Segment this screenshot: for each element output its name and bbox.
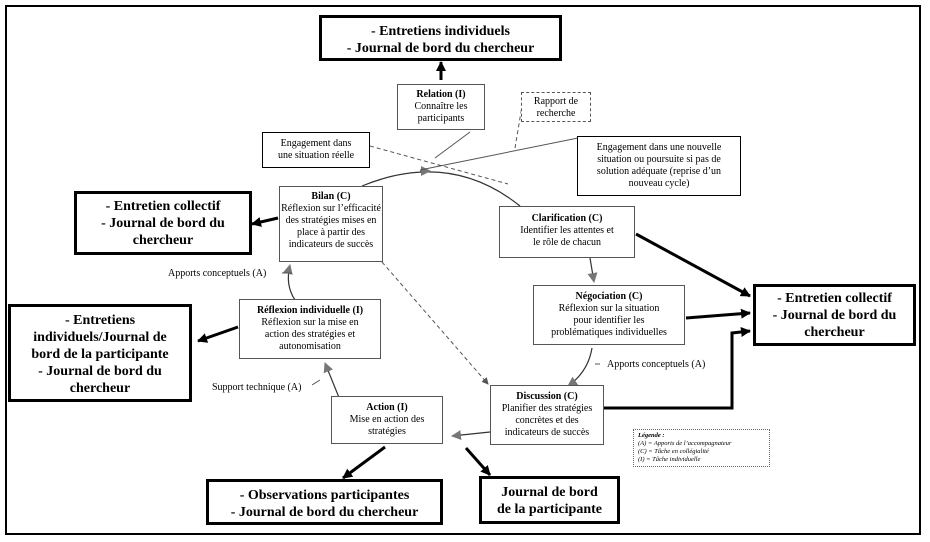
label-apports-left: Apports conceptuels (A): [168, 268, 267, 279]
arrow-support: [312, 380, 320, 385]
step-bilan-body-3: place à partir des: [296, 227, 366, 238]
line-engagement-nouvelle: [420, 138, 578, 170]
legend: [633, 429, 770, 467]
output-left-upper: [74, 191, 252, 255]
note-nouvelle-line-1: Engagement dans une nouvelle: [596, 142, 722, 153]
step-reflexion-body-1: Réflexion sur la mise en: [261, 317, 359, 328]
output-left-lower-line-4: - Journal de bord du: [38, 364, 162, 379]
step-bilan-body-2: des stratégies mises en: [285, 215, 377, 226]
legend-item-i: (I) = Tâche individuelle: [638, 456, 701, 463]
note-nouvelle: [577, 136, 741, 196]
step-negociation-body-2: pour identifier les: [573, 315, 645, 326]
step-reflexion-body-3: autonomisation: [279, 341, 341, 352]
output-top-line-2: - Journal de bord du chercheur: [346, 41, 535, 56]
note-nouvelle-line-3: solution adéquate (reprise d’un: [596, 166, 722, 177]
cycle-arc-bilan-clarification: [362, 172, 520, 206]
line-relation-to-cycle: [435, 132, 470, 158]
step-negociation-body-3: problématiques individuelles: [551, 327, 667, 338]
note-nouvelle-line-2: situation ou poursuite si pas de: [597, 154, 721, 165]
step-bilan-body-4: indicateurs de succès: [288, 239, 374, 250]
step-relation-body-2: participants: [417, 113, 465, 124]
output-bottom-left-line-2: - Journal de bord du chercheur: [230, 505, 419, 520]
step-bilan-body-1: Réflexion sur l’efficacité: [281, 203, 381, 214]
step-relation-body-1: Connaître les: [414, 101, 468, 112]
arrow-to-bottom-left-output: [343, 447, 385, 478]
step-discussion: [490, 385, 604, 445]
step-action-body-2: stratégies: [368, 426, 406, 437]
cycle-arc-discussion-action: [452, 432, 490, 436]
step-negociation-body-1: Réflexion sur la situation: [558, 303, 660, 314]
step-action: [331, 396, 443, 444]
step-action-body-1: Mise en action des: [349, 414, 425, 425]
label-apports-right: Apports conceptuels (A): [607, 359, 706, 370]
step-reflexion: [239, 299, 381, 359]
output-right-line-3: chercheur: [804, 325, 865, 340]
step-relation-title: Relation (I): [416, 89, 466, 100]
note-rapport-line-1: Rapport de: [533, 96, 579, 107]
note-engagement-line-1: Engagement dans: [280, 138, 352, 149]
dashed-bilan-discussion: [382, 262, 488, 384]
dashed-engagement-clarification: [370, 146, 508, 184]
step-reflexion-body-2: action des stratégies et: [264, 329, 356, 340]
output-right-line-2: - Journal de bord du: [772, 308, 897, 323]
arrow-to-bottom-mid-output: [466, 448, 490, 475]
output-left-lower-line-2: individuels/Journal de: [33, 330, 167, 345]
step-clarification: [499, 206, 635, 258]
cycle-arc-action-reflexion: [325, 363, 340, 400]
output-bottom-mid-line-2: de la participante: [497, 502, 602, 517]
step-discussion-body-3: indicateurs de succès: [504, 427, 590, 438]
output-left-upper-line-2: - Journal de bord du: [101, 216, 225, 231]
output-left-lower-line-5: chercheur: [69, 381, 131, 396]
cycle-arc-reflexion-bilan: [288, 265, 295, 300]
output-bottom-left: [206, 479, 443, 525]
arrow-to-left-lower-output: [198, 327, 238, 341]
arrow-to-left-upper-output: [252, 218, 278, 224]
output-right: [753, 284, 916, 346]
output-right-line-1: - Entretien collectif: [777, 291, 892, 306]
step-clarification-body-1: Identifier les attentes et: [520, 225, 614, 236]
step-clarification-title: Clarification (C): [531, 213, 603, 224]
label-support: Support technique (A): [212, 382, 302, 393]
output-top: [319, 15, 562, 61]
note-engagement-line-2: une situation réelle: [277, 150, 355, 161]
step-negociation: [533, 285, 685, 345]
step-action-title: Action (I): [366, 402, 408, 413]
output-left-lower-line-3: bord de la participante: [31, 347, 169, 362]
output-left-lower: [8, 304, 192, 402]
note-nouvelle-line-4: nouveau cycle): [628, 178, 690, 189]
cycle-arc-nego-discussion: [568, 348, 592, 386]
arrow-nego-to-right: [686, 313, 750, 318]
legend-title: Légende :: [638, 432, 665, 439]
cycle-arc-clarif-nego: [590, 258, 594, 282]
step-discussion-title: Discussion (C): [516, 391, 578, 402]
step-discussion-body-2: concrètes et des: [515, 415, 579, 426]
output-bottom-mid-line-1: Journal de bord: [501, 485, 598, 500]
note-rapport: [521, 92, 591, 122]
step-bilan-title: Bilan (C): [311, 191, 351, 202]
output-top-line-1: - Entretiens individuels: [371, 24, 510, 39]
legend-item-a: (A) = Apports de l’accompagnateur: [638, 440, 732, 447]
note-engagement: [262, 132, 370, 168]
step-bilan: [279, 186, 383, 262]
output-left-lower-line-1: - Entretiens: [64, 313, 136, 328]
output-bottom-left-line-1: - Observations participantes: [239, 488, 410, 503]
legend-item-c: (C) = Tâche en collégialité: [638, 448, 709, 455]
step-reflexion-title: Réflexion individuelle (I): [256, 305, 364, 316]
step-negociation-title: Négociation (C): [575, 291, 643, 302]
output-left-upper-line-1: - Entretien collectif: [105, 199, 221, 214]
output-left-upper-line-3: chercheur: [132, 233, 194, 248]
note-rapport-line-2: recherche: [536, 108, 576, 119]
step-discussion-body-1: Planifier des stratégies: [501, 403, 593, 414]
step-relation: [397, 84, 485, 130]
output-bottom-mid: [479, 476, 620, 524]
step-clarification-body-2: le rôle de chacun: [532, 237, 602, 248]
